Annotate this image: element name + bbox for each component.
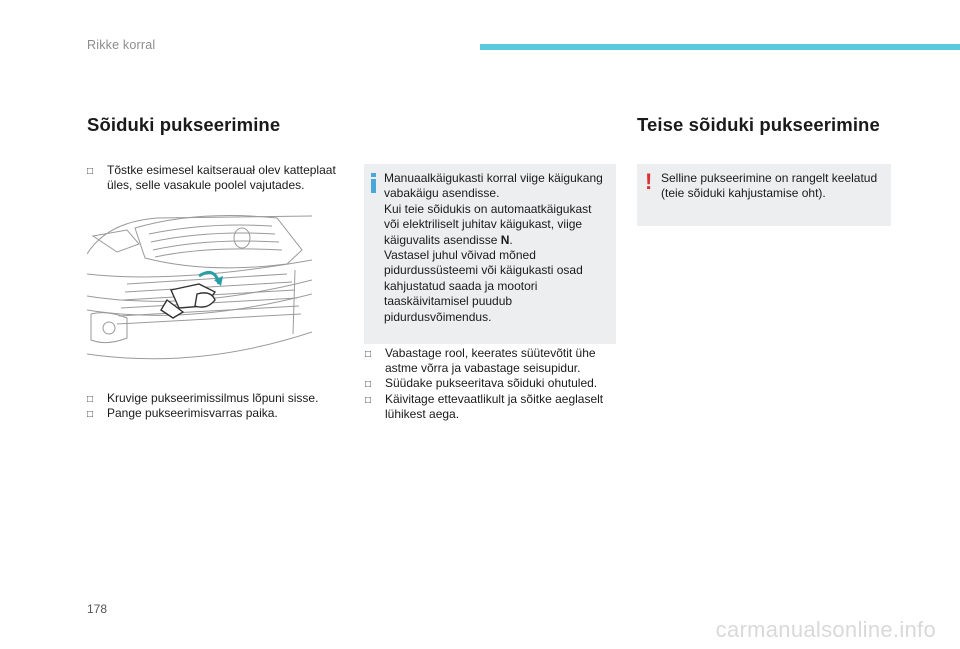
steps-list-1 bbox=[87, 163, 349, 193]
list-item: □ Tõstke esimesel kaitserauał olev katteplaat üles, selle vasakule poolel vajutades. bbox=[87, 163, 336, 193]
list-item: □ Vabastage rool, keerates süütevõtit ühe astme võrra ja vabastage seisupidur. bbox=[365, 346, 596, 376]
info-callout bbox=[364, 164, 616, 344]
checkbox-bullet-icon: □ bbox=[365, 349, 372, 360]
list-item: □ Kruvige pukseerimissilmus lõpuni sisse. bbox=[87, 391, 349, 406]
header-accent-bar bbox=[480, 44, 960, 50]
info-icon bbox=[370, 173, 377, 193]
section-title-towing-vehicle: Sõiduki pukseerimine bbox=[87, 114, 281, 135]
watermark: carmanualsonline.info bbox=[715, 617, 936, 642]
bumper-towing-eye-illustration bbox=[87, 214, 312, 374]
section-label: Rikke korral bbox=[87, 38, 156, 52]
info-text-2: Kui teie sõidukis on automaatkäigukast või elektriliselt juhitav käigukast, viige käiguvalits asendisse N. bbox=[384, 201, 592, 247]
checkbox-bullet-icon: □ bbox=[365, 379, 372, 391]
list-item: □ Süüdake pukseeritava sõiduki ohutuled. bbox=[365, 376, 615, 391]
checkbox-bullet-icon: □ bbox=[87, 166, 94, 177]
warning-icon: ! bbox=[645, 169, 653, 194]
warning-callout bbox=[637, 164, 891, 226]
steps-list-2 bbox=[87, 391, 349, 421]
page-number: 178 bbox=[87, 602, 108, 616]
checkbox-bullet-icon: □ bbox=[87, 394, 94, 405]
info-text-1: Manuaalkäigukasti korral viige käigukang vabakäigu asendisse. bbox=[384, 171, 603, 201]
steps-list-3 bbox=[365, 346, 615, 422]
section-title-towing-another-vehicle: Teise sõiduki pukseerimine bbox=[637, 114, 880, 135]
info-text-3: Vastasel juhul võivad mõned pidurdussüsteemi või käigukasti osad kahjustatud saada ja mootori taaskäivitamisel puudub pidurdusvõimendus. bbox=[384, 248, 583, 324]
list-item: □ Käivitage ettevaatlikult ja sõitke aeglaselt lühikest aega. bbox=[365, 391, 604, 421]
checkbox-bullet-icon: □ bbox=[365, 394, 372, 406]
list-item: □ Pange pukseerimisvarras paika. bbox=[87, 406, 349, 421]
warning-text: Selline pukseerimine on rangelt keelatud (teie sõiduki kahjustamise oht). bbox=[661, 171, 878, 201]
checkbox-bullet-icon: □ bbox=[87, 409, 94, 421]
